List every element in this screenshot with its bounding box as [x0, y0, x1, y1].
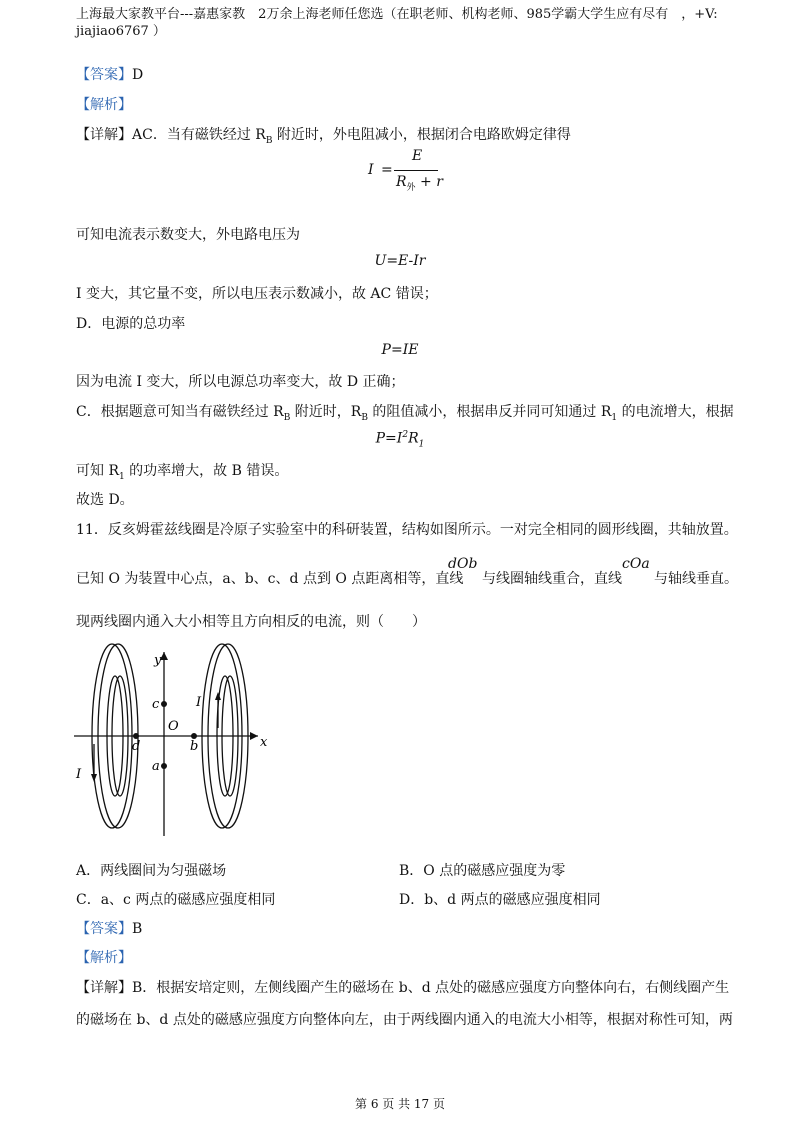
- q11-stem-2c: 与轴线垂直。: [654, 571, 738, 587]
- line-dob-label: dOb: [448, 556, 478, 572]
- c-label: c: [152, 697, 160, 712]
- q10-p3: I 变大，其它量不变，所以电压表示数减小，故 AC 错误；: [76, 286, 438, 302]
- i-left-label: I: [76, 767, 82, 782]
- option-b: B．O 点的磁感应强度为零: [399, 863, 566, 879]
- q11-stem-2b: 与线圈轴线重合，直线: [482, 571, 622, 587]
- fraction-bar: [394, 170, 438, 171]
- page-header: [76, 6, 726, 40]
- option-a: A．两线圈间为匀强磁场: [76, 863, 227, 879]
- answer-value: D: [132, 67, 144, 83]
- header-line-2: jiajiao6767 ）: [76, 24, 166, 39]
- formula-voltage: U=E-Ir: [374, 253, 426, 269]
- d-label: d: [132, 739, 141, 754]
- q11-stem-3: 现两线圈内通入大小相等且方向相反的电流，则（ ）: [76, 614, 426, 630]
- q10-p7: 可知 $R_1$ 的功率增大，故 B 错误。: [76, 463, 289, 482]
- q11-answer: [76, 918, 142, 938]
- line-coa-label: cOa: [622, 556, 650, 572]
- a-label: a: [152, 759, 160, 774]
- y-label: y: [154, 653, 162, 668]
- page-number: 第 6 页 共 17 页: [355, 1097, 445, 1111]
- point-a: [161, 763, 167, 769]
- q10-p2: 可知电流表示数变大，外电路电压为: [76, 227, 300, 243]
- q10-p6: C．根据题意可知当有磁铁经过 $R_B$ 附近时，$R_B$ 的阻值减小，根据串反并同可知通过 $R_1$ 的电流增大，根据: [76, 404, 734, 423]
- q11-stem-2: 已知 O 为装置中心点，a、b、c、d 点到 O 点距离相等，直线: [76, 571, 464, 587]
- q11-detail-1: 【详解】B．根据安培定则，左侧线圈产生的磁场在 b、d 点处的磁感应强度方向整体向右，右侧线圈产生: [76, 980, 730, 996]
- i-right-label: I: [196, 695, 202, 710]
- q10-analysis-tag: 【解析】: [76, 97, 132, 113]
- formula-power: P=IE: [381, 342, 419, 358]
- q11-stem-1: 11．反亥姆霍兹线圈是冷原子实验室中的科研装置，结构如图所示。一对完全相同的圆形线圈，共轴放置。: [76, 522, 738, 538]
- x-label: x: [260, 735, 268, 750]
- o-label: O: [168, 719, 179, 734]
- answer-tag: 【答案】: [76, 921, 132, 937]
- q10-answer: [76, 64, 143, 84]
- option-d: D．b、d 两点的磁感应强度相同: [399, 892, 601, 908]
- header-line-1: 上海最大家教平台---嘉惠家教 2万余上海老师任您选（在职老师、机构老师、985学霸大学生应有尽有 ，+V:: [76, 7, 718, 22]
- q10-p5: 因为电流 I 变大，所以电源总功率变大，故 D 正确；: [76, 374, 405, 390]
- helmholtz-coil-figure: [70, 636, 280, 842]
- point-c: [161, 701, 167, 707]
- b-label: b: [190, 739, 199, 754]
- q11-detail-2: 的磁场在 b、d 点处的磁感应强度方向整体向左，由于两线圈内通入的电流大小相等，根据对称性可知，两: [76, 1012, 733, 1028]
- q10-p8: 故选 D。: [76, 492, 134, 508]
- q11-analysis-tag: 【解析】: [76, 950, 132, 966]
- formula-r1-power: $P=I^2R_1$: [375, 430, 425, 450]
- formula-ohm-law: I = E $R_外 + r$: [368, 148, 443, 193]
- detail-tag: 【详解】: [76, 980, 132, 996]
- answer-value: B: [132, 921, 143, 937]
- answer-tag: 【答案】: [76, 67, 132, 83]
- q10-detail-p1: 【详解】AC．当有磁铁经过 $R_B$ 附近时，外电阻减小，根据闭合电路欧姆定律得: [76, 127, 571, 146]
- option-c: C．a、c 两点的磁感应强度相同: [76, 892, 276, 908]
- detail-tag: 【详解】: [76, 127, 132, 143]
- q10-p4: D．电源的总功率: [76, 316, 186, 332]
